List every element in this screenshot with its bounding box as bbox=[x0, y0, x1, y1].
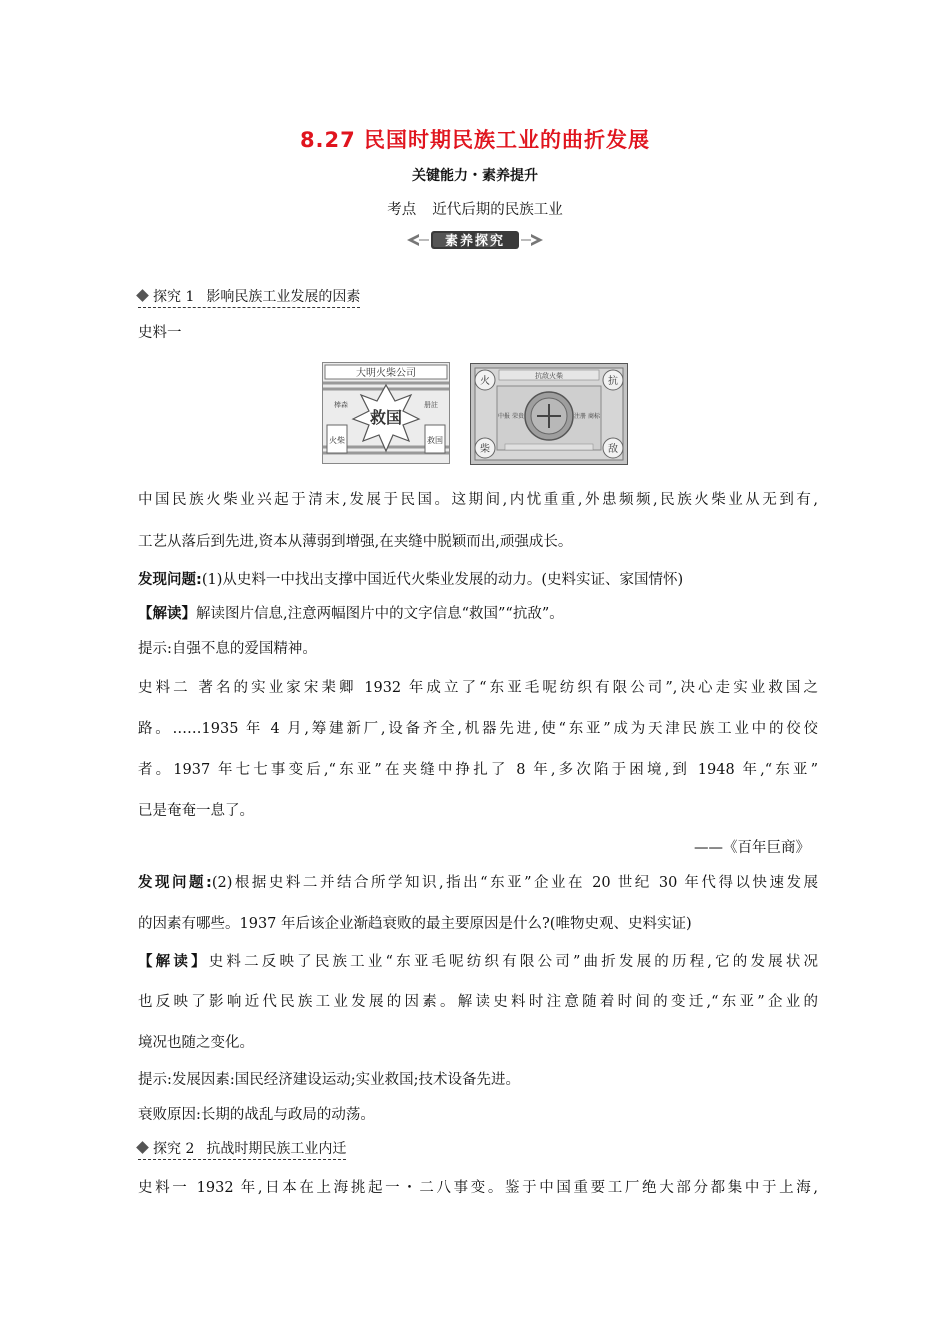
paragraph-line: 境况也随之变化。 bbox=[138, 1035, 254, 1051]
svg-text:救国: 救国 bbox=[427, 436, 443, 445]
paragraph-line: 中国民族火柴业兴起于清末,发展于民国。这期间,内忧重重,外患频频,民族火柴业从无到有, bbox=[138, 492, 818, 508]
svg-text:火柴: 火柴 bbox=[329, 436, 345, 445]
paragraph-line: 已是奄奄一息了。 bbox=[138, 803, 254, 819]
banner-text: 素养探究 bbox=[444, 234, 506, 249]
explore-2-text: 抗战时期民族工业内迁 bbox=[206, 1141, 347, 1157]
svg-text:敌: 敌 bbox=[608, 444, 618, 455]
svg-text:抗: 抗 bbox=[608, 376, 618, 387]
svg-text:中报 荣贵: 中报 荣贵 bbox=[498, 413, 524, 420]
reading-text: 解读图片信息,注意两幅图片中的文字信息“救国”“抗敌”。 bbox=[196, 606, 564, 622]
question-2 bbox=[138, 873, 818, 893]
paragraph-line: 史料一 1932 年,日本在上海挑起一・二八事变。鉴于中国重要工厂绝大部分都集中于上海, bbox=[138, 1180, 818, 1196]
paragraph-line: 也反映了影响近代民族工业发展的因素。解读史料时注意随着时间的变迁,“东亚”企业的 bbox=[138, 994, 818, 1010]
kaodian-text: 近代后期的民族工业 bbox=[432, 202, 563, 218]
svg-text:救国: 救国 bbox=[369, 408, 403, 427]
reading-1 bbox=[138, 604, 818, 624]
hint-1: 提示:自强不息的爱国精神。 bbox=[138, 641, 317, 657]
explore-1-text: 影响民族工业发展的因素 bbox=[206, 289, 361, 305]
explore-1-heading bbox=[138, 286, 360, 308]
question-label: 发现问题: bbox=[138, 875, 212, 891]
explore-1-label: 探究 1 bbox=[153, 289, 195, 305]
page-title: 8.27 民国时期民族工业的曲折发展 bbox=[299, 128, 651, 152]
explore-2-heading bbox=[138, 1138, 346, 1160]
suyang-banner bbox=[405, 228, 545, 252]
paragraph-line: 的因素有哪些。1937 年后该企业渐趋衰败的最主要原因是什么?(唯物史观、史料实证) bbox=[138, 916, 692, 932]
svg-text:注册 商标: 注册 商标 bbox=[574, 413, 600, 420]
explore-2-label: 探究 2 bbox=[153, 1141, 195, 1157]
svg-text:棒森: 棒森 bbox=[334, 401, 348, 409]
paragraph-line: 史料二 著名的实业家宋棐卿 1932 年成立了“东亚毛呢纺织有限公司”,决心走实业救国之 bbox=[138, 680, 818, 696]
hint-2a: 提示:发展因素:国民经济建设运动;实业救国;技术设备先进。 bbox=[138, 1072, 521, 1088]
source-citation: ——《百年巨商》 bbox=[694, 840, 810, 856]
matchbox-label-image-kangdi bbox=[470, 363, 628, 465]
question-text: (1)从史料一中找出支撑中国近代火柴业发展的动力。(史料实证、家国情怀) bbox=[201, 572, 684, 588]
paragraph-line: 路。……1935 年 4 月,筹建新厂,设备齐全,机器先进,使“东亚”成为天津民族工业中的佼佼 bbox=[138, 721, 818, 737]
reading-2 bbox=[138, 952, 818, 972]
question-label: 发现问题: bbox=[138, 572, 202, 588]
section-subtitle: 关键能力・素养提升 bbox=[412, 168, 538, 184]
kaodian-heading bbox=[0, 198, 950, 219]
svg-text:大明火柴公司: 大明火柴公司 bbox=[356, 368, 416, 379]
svg-text:柴: 柴 bbox=[480, 444, 490, 455]
matchbox-label-image-jiuguo bbox=[322, 362, 450, 464]
paragraph-line: 者。1937 年七七事变后,“东亚”在夹缝中挣扎了 8 年,多次陷于困境,到 1948 年,“东亚” bbox=[138, 762, 818, 778]
hint-2b: 衰败原因:长期的战乱与政局的动荡。 bbox=[138, 1107, 375, 1123]
material-1-label: 史料一 bbox=[138, 325, 182, 341]
reading-label: 【解读】 bbox=[138, 606, 196, 622]
svg-text:火: 火 bbox=[480, 376, 490, 387]
svg-text:抗敌火柴: 抗敌火柴 bbox=[535, 372, 563, 380]
kaodian-label: 考点 bbox=[387, 202, 417, 218]
reading-label: 【解读】 bbox=[138, 954, 209, 970]
question-text: (2)根据史料二并结合所学知识,指出“东亚”企业在 20 世纪 30 年代得以快速发展 bbox=[211, 875, 818, 891]
paragraph-line: 工艺从落后到先进,资本从薄弱到增强,在夹缝中脱颖而出,顽强成长。 bbox=[138, 534, 573, 550]
diamond-bullet-icon bbox=[136, 289, 149, 302]
reading-text: 史料二反映了民族工业“东亚毛呢纺织有限公司”曲折发展的历程,它的发展状况 bbox=[208, 954, 819, 970]
question-1 bbox=[138, 570, 818, 590]
svg-text:册註: 册註 bbox=[424, 401, 438, 409]
diamond-bullet-icon bbox=[136, 1141, 149, 1154]
